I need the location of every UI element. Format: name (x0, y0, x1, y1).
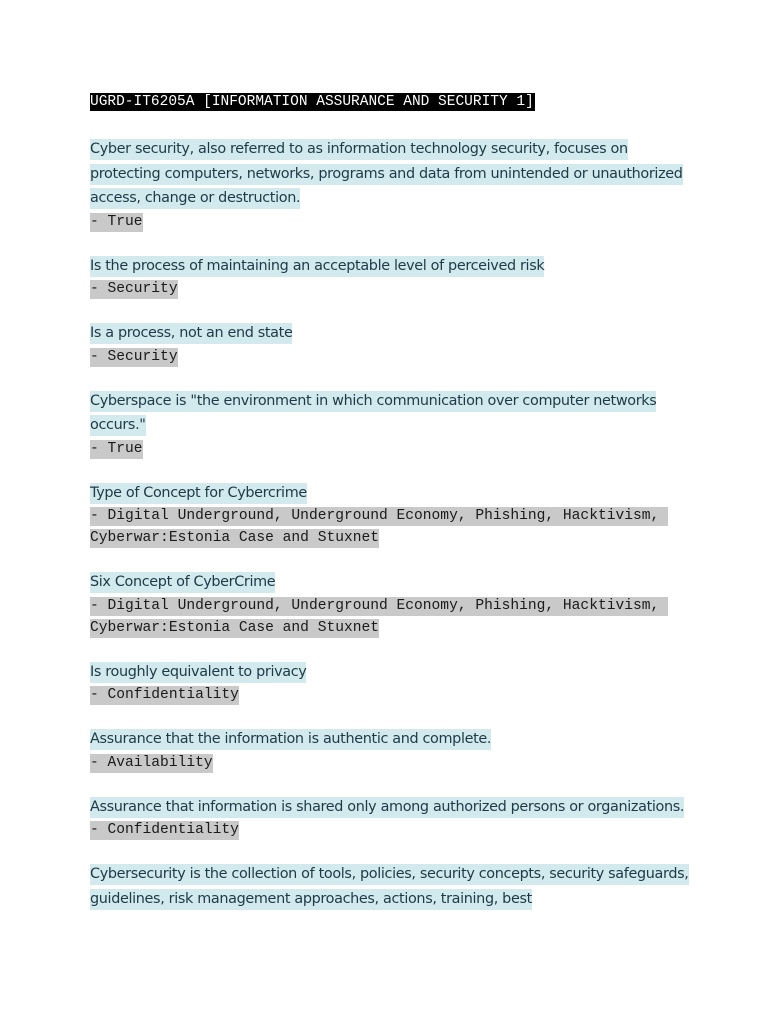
qa-item-6 (90, 570, 690, 639)
question-text: Assurance that information is shared only among authorized persons or organizations. (90, 795, 690, 820)
qa-item-5 (90, 481, 690, 550)
question-text: Six Concept of CyberCrime (90, 570, 690, 595)
answer-text: - Confidentiality (90, 822, 239, 838)
document-title-line (90, 91, 690, 112)
document-title: UGRD-IT6205A [INFORMATION ASSURANCE AND SECURITY 1] (90, 94, 534, 110)
answer-text: - Security (90, 281, 178, 297)
question-text: Is the process of maintaining an acceptable level of perceived risk (90, 254, 690, 279)
qa-item-8 (90, 727, 690, 774)
qa-item-3 (90, 321, 690, 368)
question-text: Assurance that the information is authentic and complete. (90, 727, 690, 752)
answer-text: - Security (90, 348, 178, 365)
question-text: Type of Concept for Cybercrime (90, 481, 690, 506)
document-page (90, 91, 690, 932)
answer-text: - Availability (90, 754, 213, 771)
answer-text: - True (90, 440, 143, 457)
answer-text: - Digital Underground, Underground Economy, Phishing, Hacktivism, Cyberwar:Estonia Case and Stuxnet (90, 597, 669, 636)
question-text: Cyber security, also referred to as information technology security, focuses on protecting computers, networks, programs and data from unintended or unauthorized access, change or destruction. (90, 137, 690, 211)
question-text: Is roughly equivalent to privacy (90, 660, 690, 685)
qa-item-2 (90, 254, 690, 301)
qa-item-7 (90, 660, 690, 707)
question-text: Is a process, not an end state (90, 321, 690, 346)
qa-item-9 (90, 795, 690, 842)
qa-item-10 (90, 862, 690, 911)
qa-item-1 (90, 137, 690, 233)
answer-text: - Confidentiality (90, 687, 239, 703)
answer-text: - True (90, 213, 143, 230)
question-text: Cyberspace is "the environment in which communication over computer networks occurs." (90, 389, 690, 438)
question-text: Cybersecurity is the collection of tools, policies, security concepts, security safeguards, guidelines, risk management approaches, actions, training, best (90, 862, 690, 911)
answer-text: - Digital Underground, Underground Economy, Phishing, Hacktivism, Cyberwar:Estonia Case and Stuxnet (90, 508, 669, 546)
qa-item-4 (90, 389, 690, 460)
